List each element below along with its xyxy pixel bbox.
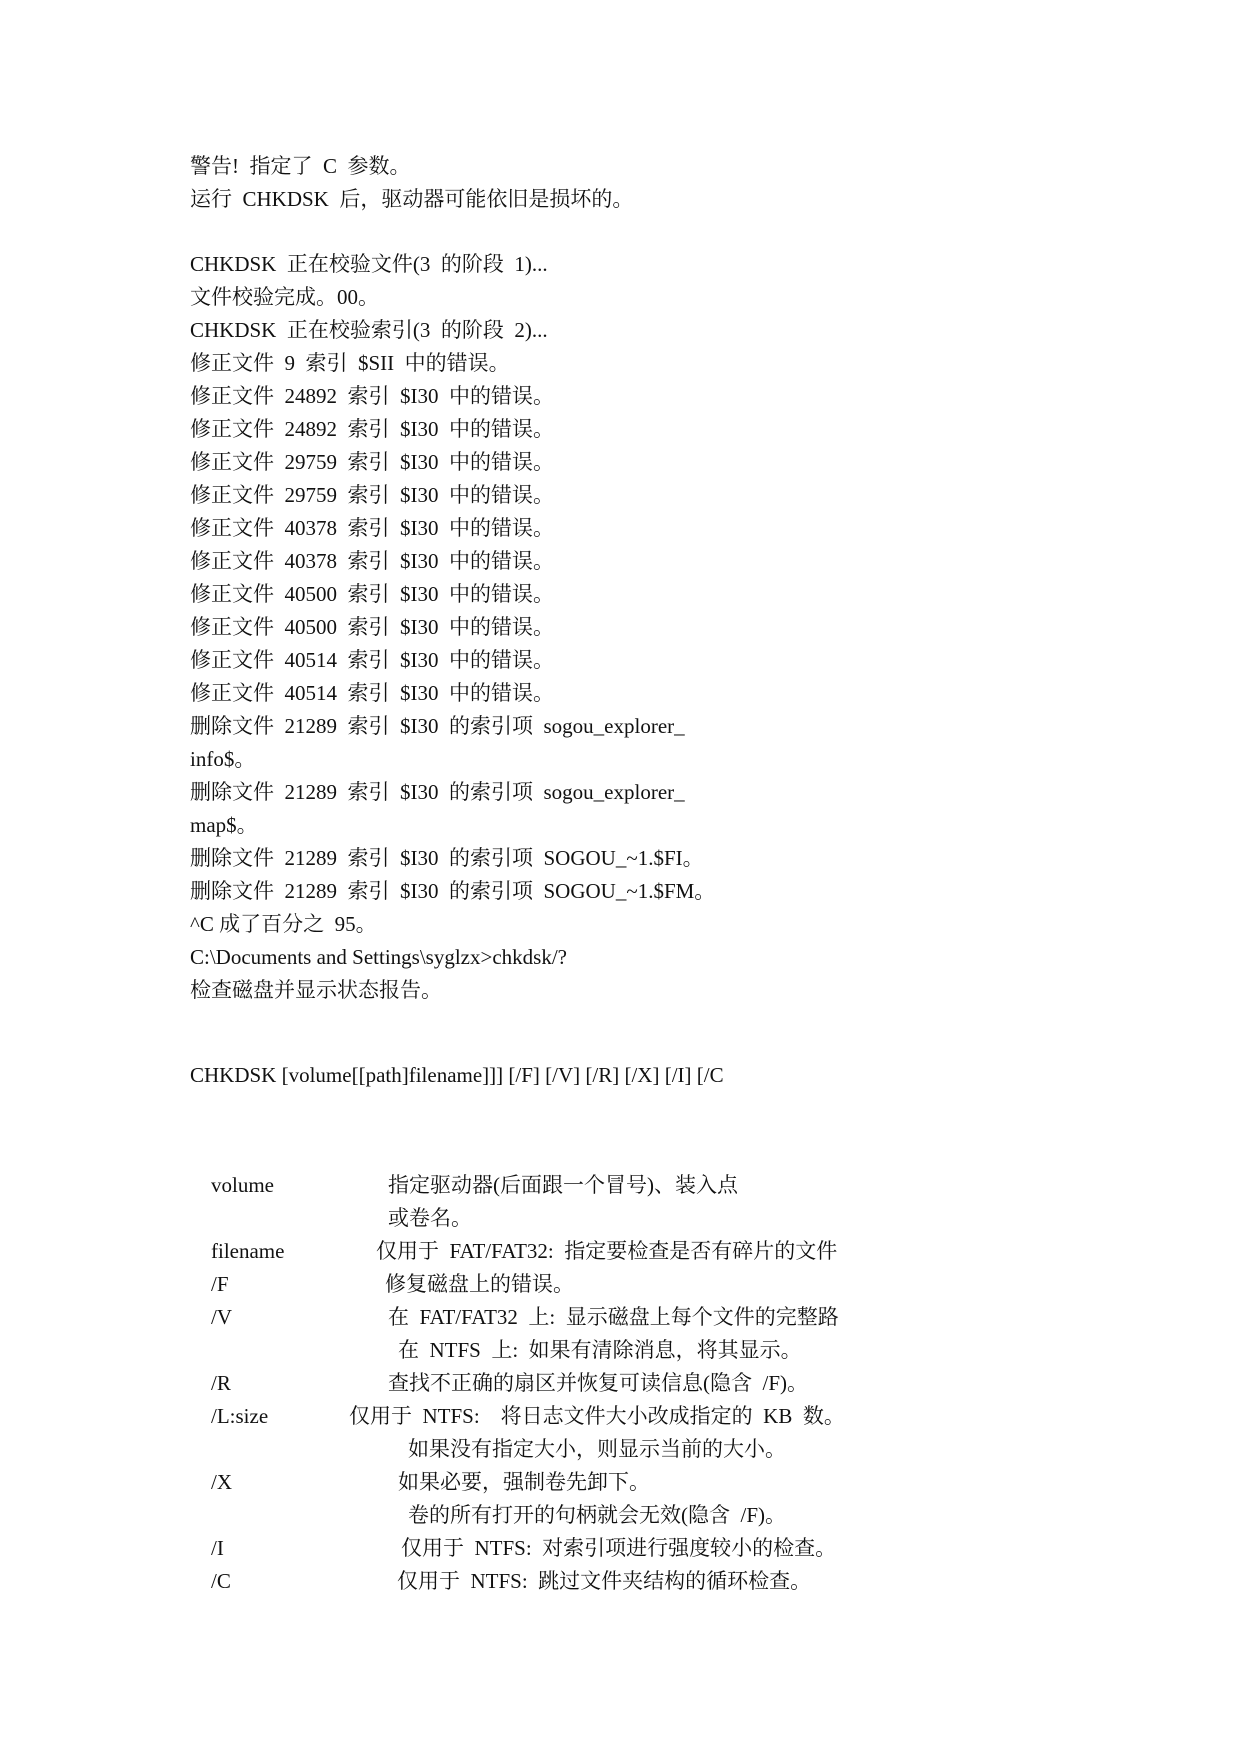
option-description: 在 FAT/FAT32 上: 显示磁盘上每个文件的完整路 — [388, 1305, 839, 1329]
option-name: /X — [211, 1470, 232, 1494]
option-name: volume — [211, 1173, 274, 1197]
output-line: 修正文件 40500 索引 $I30 中的错误。 — [190, 582, 554, 606]
output-line: 修正文件 40514 索引 $I30 中的错误。 — [190, 681, 554, 705]
output-line-help-title: 检查磁盘并显示状态报告。 — [190, 978, 442, 1002]
option-description: 仅用于 NTFS: 跳过文件夹结构的循环检查。 — [397, 1569, 812, 1593]
option-description: 如果必要，强制卷先卸下。 — [398, 1470, 650, 1494]
option-description: 或卷名。 — [388, 1206, 472, 1230]
option-description: 仅用于 FAT/FAT32: 指定要检查是否有碎片的文件 — [376, 1239, 838, 1263]
option-description: 卷的所有打开的句柄就会无效(隐含 /F)。 — [408, 1503, 786, 1527]
option-name: filename — [211, 1239, 285, 1263]
option-description: 仅用于 NTFS: 将日志文件大小改成指定的 KB 数。 — [349, 1404, 845, 1428]
output-line: 修正文件 29759 索引 $I30 中的错误。 — [190, 450, 554, 474]
output-line: 修正文件 24892 索引 $I30 中的错误。 — [190, 384, 554, 408]
output-line: 删除文件 21289 索引 $I30 的索引项 SOGOU_~1.$FM。 — [190, 879, 716, 903]
usage-syntax: CHKDSK [volume[[path]filename]]] [/F] [/V] [/R] [/X] [/I] [/C — [190, 1063, 724, 1087]
output-line: 删除文件 21289 索引 $I30 的索引项 sogou_explorer_ — [190, 714, 685, 738]
output-line-stage1: CHKDSK 正在校验文件(3 的阶段 1)... — [190, 252, 548, 276]
output-line: map$。 — [190, 813, 258, 837]
option-description: 指定驱动器(后面跟一个冒号)、装入点 — [388, 1173, 738, 1197]
option-name: /R — [211, 1371, 231, 1395]
output-line: 修正文件 40500 索引 $I30 中的错误。 — [190, 615, 554, 639]
output-line: 修正文件 29759 索引 $I30 中的错误。 — [190, 483, 554, 507]
output-line: 删除文件 21289 索引 $I30 的索引项 sogou_explorer_ — [190, 780, 685, 804]
output-line: 修正文件 24892 索引 $I30 中的错误。 — [190, 417, 554, 441]
option-description: 在 NTFS 上: 如果有清除消息，将其显示。 — [398, 1338, 802, 1362]
option-description: 如果没有指定大小，则显示当前的大小。 — [408, 1437, 786, 1461]
option-name: /C — [211, 1569, 231, 1593]
option-description: 仅用于 NTFS: 对索引项进行强度较小的检查。 — [401, 1536, 837, 1560]
output-line-warning: 警告! 指定了 C 参数。 — [190, 154, 411, 178]
output-line-interrupted: ^C 成了百分之 95。 — [190, 912, 377, 936]
option-name: /F — [211, 1272, 229, 1296]
output-line: info$。 — [190, 747, 256, 771]
option-name: /V — [211, 1305, 232, 1329]
output-line: 修正文件 9 索引 $SII 中的错误。 — [190, 351, 510, 375]
option-description: 查找不正确的扇区并恢复可读信息(隐含 /F)。 — [388, 1371, 808, 1395]
output-line-stage2: CHKDSK 正在校验索引(3 的阶段 2)... — [190, 318, 548, 342]
output-line-command-prompt: C:\Documents and Settings\syglzx>chkdsk/? — [190, 945, 567, 969]
output-line: 修正文件 40378 索引 $I30 中的错误。 — [190, 516, 554, 540]
output-line-file-verify-done: 文件校验完成。00。 — [190, 285, 379, 309]
option-name: /I — [211, 1536, 224, 1560]
output-line: 修正文件 40378 索引 $I30 中的错误。 — [190, 549, 554, 573]
output-line: 修正文件 40514 索引 $I30 中的错误。 — [190, 648, 554, 672]
option-name: /L:size — [211, 1404, 269, 1428]
option-description: 修复磁盘上的错误。 — [385, 1272, 574, 1296]
output-line: 删除文件 21289 索引 $I30 的索引项 SOGOU_~1.$FI。 — [190, 846, 704, 870]
output-line-run-note: 运行 CHKDSK 后，驱动器可能依旧是损坏的。 — [190, 187, 634, 211]
